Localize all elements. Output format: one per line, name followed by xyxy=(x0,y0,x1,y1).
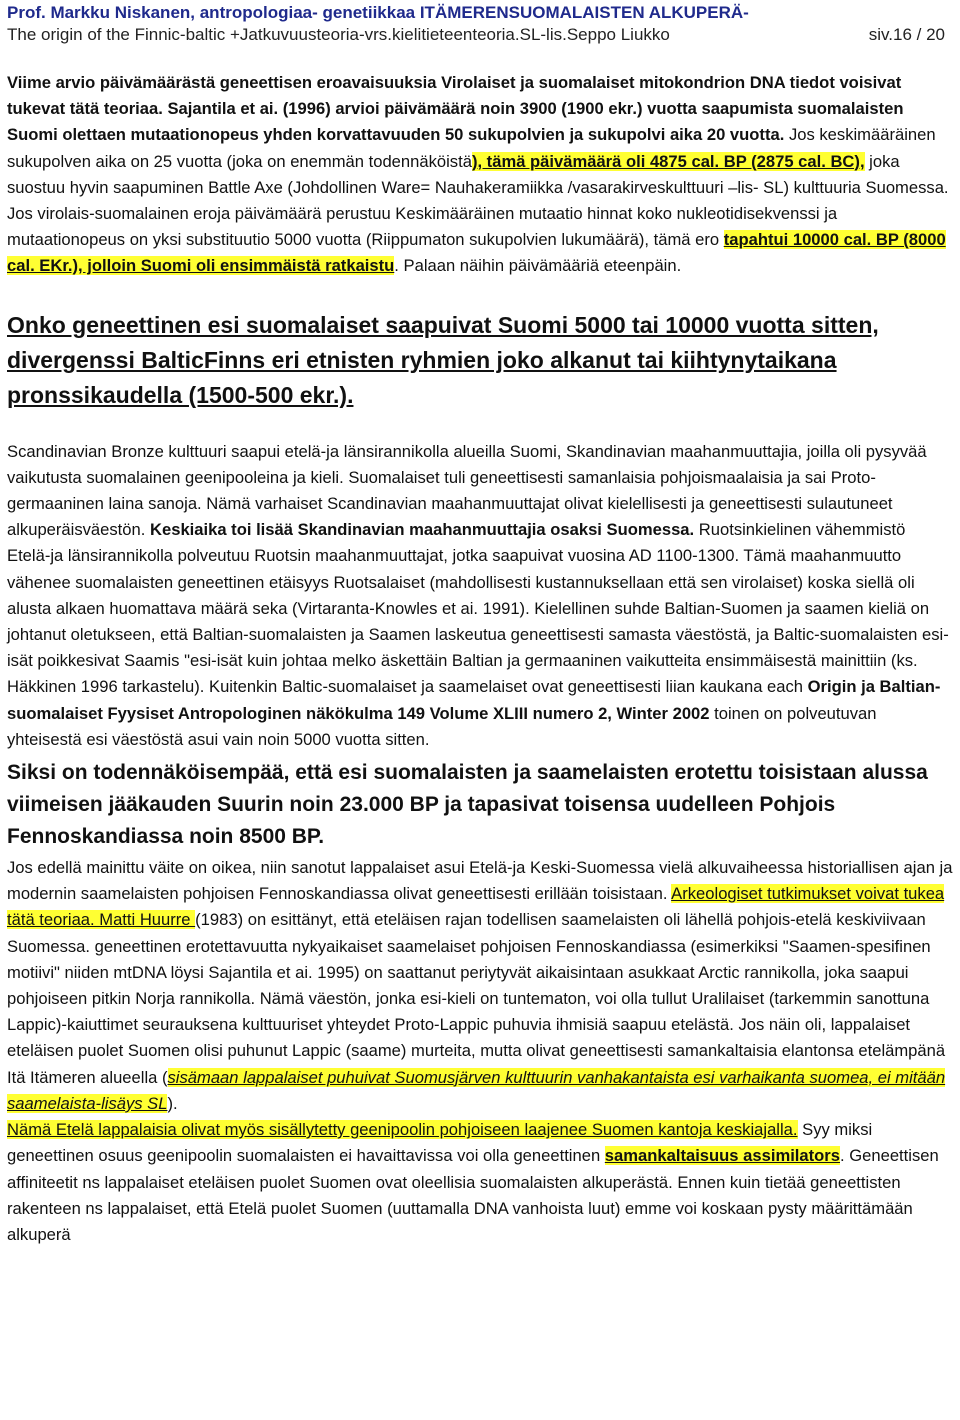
scandinavian-text: Scandinavian Bronze kulttuuri saapui etelä-ja länsirannikolla alueilla Suomi, Skandinavian maahanmuuttajia, joilla oli pysyvää vaikutusta suomalainen geenipooleina ja kieli. Suomalaiset tuli geneettisesti samanlaisia pohjoismaalaisia ja sai Proto-germaaninen laina sanoja. Nämä varhaiset Scandinavian maahanmuuttajat olivat kielellisesti ja geneettisesti sulautuneet alkuperäisväestön. xyxy=(7,441,927,540)
header-author-title: Prof. Markku Niskanen, antropologiaa- genetiikkaa ITÄMERENSUOMALAISTEN ALKUPERÄ- xyxy=(7,3,749,22)
middle-ages-bold: Keskiaika toi lisää Skandinavian maahanmuuttajia osaksi Suomessa. xyxy=(150,520,695,540)
dating-closing-text: . Palaan näihin päivämääriä eteenpäin. xyxy=(394,256,682,276)
paragraph-lapps xyxy=(7,855,953,1117)
gene-pool-highlight: Nämä Etelä lappalaisia olivat myös sisällytetty geenipoolin pohjoiseen laajenee Suomen kantoja keskiajalla. xyxy=(7,1120,798,1140)
page-header xyxy=(7,2,953,46)
dating-text: Jos keskimääräinen sukupolven aika on 25 vuotta (joka on enemmän todennäköistä xyxy=(7,125,936,171)
paragraph-dating xyxy=(7,70,953,280)
header-subtitle-text: The origin of the Finnic-baltic +Jatkuvuusteoria-vrs.kielitieteenteoria.SL-lis.Seppo Liukko xyxy=(7,25,670,44)
paragraph-assimilation xyxy=(7,1117,953,1248)
page-number: siv.16 / 20 xyxy=(868,25,945,44)
inland-lapps-highlight: sisämaan lappalaiset puhuivat Suomusjärven kulttuurin vanhakantaista esi varhaikanta suomea, ei mitään saamelaista-lisäys SL xyxy=(7,1067,946,1113)
heading-separation: Siksi on todennäköisempää, että esi suomalaisten ja saamelaisten erotettu toisistaan alussa viimeisen jääkauden Suurin noin 23.000 BP ja tapasivat toisensa uudelleen Pohjois Fennoskandiassa noin 8500 BP. xyxy=(7,761,928,849)
citation-bold: Origin ja Baltian-suomalaiset Fyysiset Antropologinen näkökulma 149 Volume XLIII numero 2, Winter 2002 xyxy=(7,677,941,723)
assimilation-text: Syy miksi geneettinen osuus geenipoolin suomalaisten ei havaittavissa voi olla geneettinen xyxy=(7,1120,873,1166)
lapps-intro-text: Jos edellä mainittu väite on oikea, niin sanotut lappalaiset asui Etelä-ja Keski-Suomessa vielä alkuvaiheessa historiallisen ajan ja modernin saamelaisten pohjoisen Fennoskandiassa olivat geneettisesti erillään toisistaan. xyxy=(7,858,953,904)
dating-battle-axe-text: joka suostuu hyvin saapuminen Battle Axe (Johdollinen Ware= Nauhakeramiikka /vasarakirveskulttuuri –lis- SL) kulttuuria Suomessa. Jos virolais-suomalainen eroja päivämäärä perustuu Keskimääräinen mutaatio hinnat koko nukleotidisekvenssi ja mutaationopeus on yksi substituutio 5000 vuotta (Riippumaton sukupolvien lukumäärä), tämä ero xyxy=(7,151,949,250)
archaeology-highlight: Arkeologiset tutkimukset voivat tukea tätä teoriaa. Matti Huurre xyxy=(7,884,945,930)
header-subtitle xyxy=(7,24,953,46)
affinity-text: . Geneettisen affiniteetit ns lappalaiset eteläisen puolet Suomen ovat oleellisia suomalaisten alkuperästä. Ennen kuin tietää geneettisten rakenteen ns lappalaiset, että Etelä puolet Suomen (uuttamalla DNA vanhoista luut) emme voi koskaan pysty määrittämään alkuperä xyxy=(7,1146,939,1244)
heading-genetic-arrival: Onko geneettinen esi suomalaiset saapuivat Suomi 5000 tai 10000 vuotta sitten, divergenssi BalticFinns eri etnisten ryhmien joko alkanut tai kiihtynytaikana pronssikaudella (1500-500 ekr.). xyxy=(7,311,879,408)
dating-intro-bold: Viime arvio päivämäärästä geneettisen eroavaisuuksia Virolaiset ja suomalaiset mitokondrion DNA tiedot voisivat tukevat tätä teoriaa. Sajantila et ai. (1996) arvioi päivämäärä noin 3900 (1900 ekr.) vuotta saapumista suomalaisten Suomi olettaen mutaationopeus yhden korvattavuuden 50 sukupolvien ja sukupolvi aika 20 vuotta. xyxy=(7,73,904,145)
lapps-closing-text: ). xyxy=(167,1093,178,1113)
dating-highlight-settlement: tapahtui 10000 cal. BP (8000 cal. EKr.), jolloin Suomi oli ensimmäistä ratkaistu xyxy=(7,230,946,276)
huurre-text: (1983) on esittänyt, että eteläisen rajan todellisen saamelaisten oli lähellä pohjois-etelä keskiviivaan Suomessa. geneettinen erotettavuutta nykyaikaiset saamelaiset pohjoisen Fennoskandiassa (esimerkiksi "Saamen-spesifinen motiivi" niiden mtDNA löysi Sajantila et ai. 1995) on saattanut periytyvät aikaisintaan asukkaat Arctic rannikolla, joka saapui pohjoiseen pitkin Norja rannikolla. Nämä väestön, jonka esi-kieli on tuntematon, voi olla tullut Uralilaiset (tarkemmin sanottuna Lappic)-kaiuttimet seurauksena kulttuuriset yhteydet Proto-Lappic puhuvia ihmisiä saapuu etelästä. Jos näin oli, lappalaiset eteläisen puolet Suomen olisi puhunut Lappic (saame) murteita, mutta olivat geneettisesti samankaltaisia elantonsa etelämpänä Itä Itämeren alueella ( xyxy=(7,910,946,1087)
dating-highlight-date: ), tämä päivämäärä oli 4875 cal. BP (2875 cal. BC), xyxy=(471,151,865,171)
document-page xyxy=(7,0,953,1248)
common-ancestry-text: toinen on polveutuvan yhteisestä esi väestöstä asui vain noin 5000 vuotta sitten. xyxy=(7,703,877,749)
paragraph-scandinavian xyxy=(7,439,953,753)
swedish-minority-text: Ruotsinkielinen vähemmistö Etelä-ja länsirannikolla polveutuu Ruotsin maahanmuuttajat, jotka saapuivat vuosina AD 1100-1300. Tämä maahanmuutto vähenee suomalaisten geneettinen etäisyys Ruotsalaiset (mahdollisesti kustannuksellaan että sen virolaiset) koska siellä oli alusta alkaen huomattava määrä seka (Virtaranta-Knowles et ai. 1991). Kielellinen suhde Baltian-Suomen ja saamen kieliä on johtanut oletukseen, että Baltian-suomalaisten ja Saamen laskeutua geneettisesti samasta väestöstä, ja Baltic-suomalaisten esi-isät poikkesivat Saamis "esi-isät kuin johtaa melko äskettäin Baltian ja germaaninen vaikutteita ensimmäisestä mainittiin (ks. Häkkinen 1996 tarkastelu). Kuitenkin Baltic-suomalaiset ja saamelaiset ovat geneettisesti liian kaukana each xyxy=(7,520,949,697)
assimilators-highlight: samankaltaisuus assimilators xyxy=(604,1146,840,1166)
